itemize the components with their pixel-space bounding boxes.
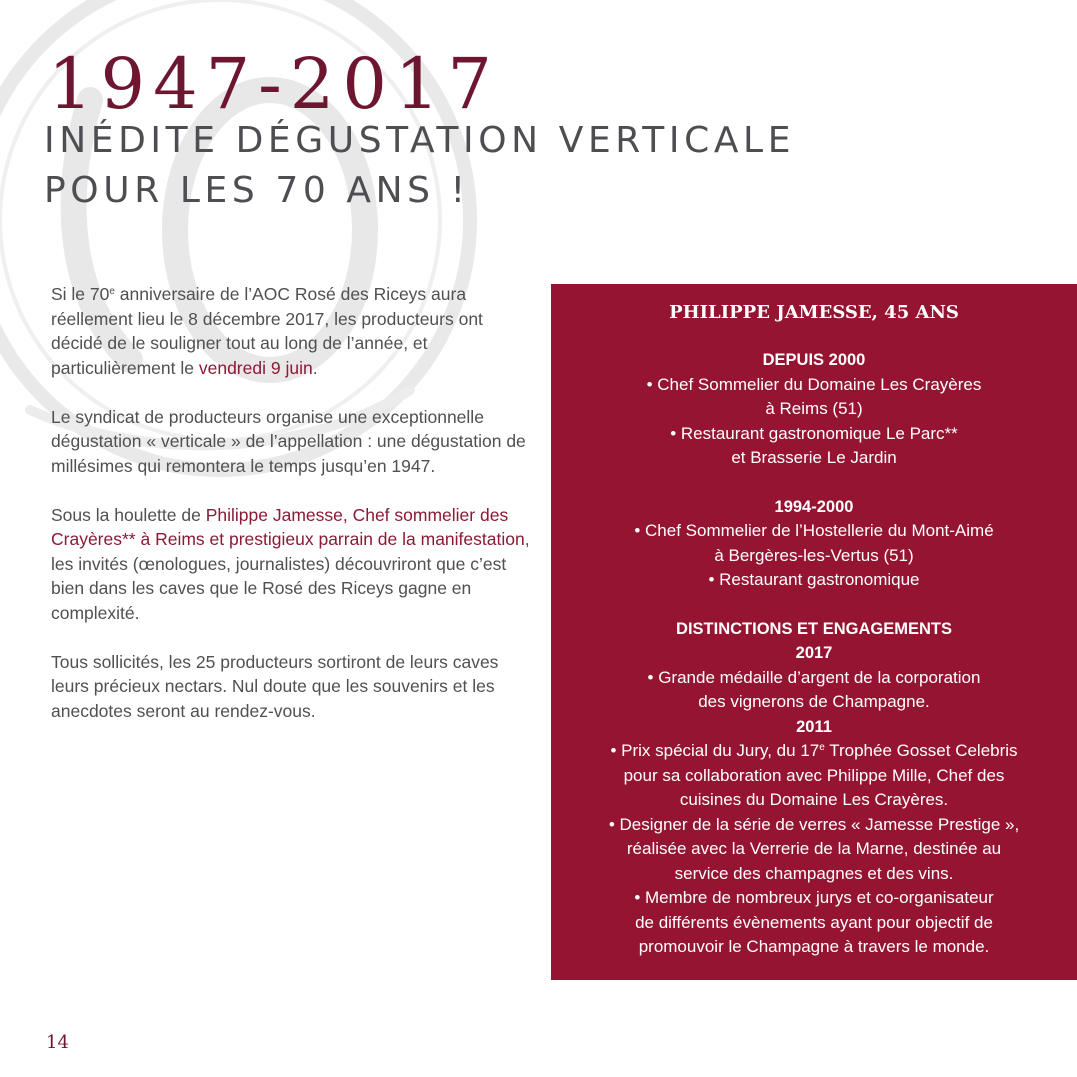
article-paragraph-1 bbox=[51, 282, 531, 380]
paragraph-text: Si le 70 bbox=[51, 284, 110, 304]
highlighted-date: vendredi 9 juin bbox=[198, 357, 313, 378]
article-paragraph-3 bbox=[51, 503, 531, 626]
bio-section-distinctions bbox=[551, 617, 1077, 960]
bio-line: service des champagnes et des vins. bbox=[674, 863, 954, 883]
bio-line: et Brasserie Le Jardin bbox=[731, 448, 897, 467]
bio-line: des vignerons de Champagne. bbox=[698, 692, 930, 711]
highlighted-sponsor: Philippe Jamesse, Chef sommelier des Crayères** à Reims et prestigieux parrain de la manifestation bbox=[51, 504, 525, 549]
biography-box bbox=[551, 284, 1077, 980]
subtitle-line-1: INÉDITE DÉGUSTATION VERTICALE bbox=[44, 120, 796, 161]
bio-line: de différents évènements ayant pour objectif de bbox=[635, 912, 993, 932]
bio-year-2011: 2011 bbox=[796, 717, 832, 736]
article-body bbox=[51, 282, 531, 748]
subtitle-line-2: POUR LES 70 ANS ! bbox=[44, 170, 470, 211]
bio-line: cuisines du Domaine Les Crayères. bbox=[679, 790, 949, 809]
bio-line: réalisée avec la Verrerie de la Marne, destinée au bbox=[626, 839, 1002, 858]
bio-line: • Grande médaille d’argent de la corporation bbox=[647, 667, 981, 687]
bio-line: • Restaurant gastronomique Le Parc** bbox=[670, 423, 958, 443]
bio-heading: DEPUIS 2000 bbox=[762, 351, 866, 369]
bio-heading: 1994-2000 bbox=[774, 497, 854, 516]
paragraph-text: anniversaire de l’AOC Rosé des Riceys aura réellement lieu le 8 décembre 2017, les producteurs ont décidé de le souligner tout au long de l’année, et particulièrement le bbox=[51, 284, 483, 378]
page-number: 14 bbox=[46, 1032, 69, 1053]
bio-line: • Chef Sommelier de l’Hostellerie du Mont-Aimé bbox=[634, 521, 994, 540]
page-title: 1947-2017 bbox=[48, 43, 500, 125]
bio-text: • Prix spécial du Jury, du 17 bbox=[610, 741, 820, 760]
article-paragraph-2: Le syndicat de producteurs organise une exceptionnelle dégustation « verticale » de l’appellation : une dégustation de millésimes qui remontera le temps jusqu’en 1947. bbox=[51, 406, 526, 476]
bio-line: à Bergères-les-Vertus (51) bbox=[714, 545, 914, 565]
page-subtitle bbox=[44, 116, 795, 216]
paragraph-text: . bbox=[312, 357, 318, 378]
article-paragraph-4: Tous sollicités, les 25 producteurs sortiront de leurs caves leurs précieux nectars. Nul doute que les souvenirs et les anecdotes seront au rendez-vous. bbox=[51, 651, 499, 721]
bio-name: PHILIPPE JAMESSE, 45 ANS bbox=[669, 302, 959, 323]
bio-heading: DISTINCTIONS ET ENGAGEMENTS bbox=[676, 619, 952, 638]
bio-line: • Restaurant gastronomique bbox=[708, 570, 920, 589]
superscript: e bbox=[819, 742, 825, 753]
paragraph-text: , les invités (œnologues, journalistes) découvriront que c’est bien dans les caves que le Rosé des Riceys gagne en complexité. bbox=[51, 529, 530, 623]
bio-year-2017: 2017 bbox=[795, 644, 833, 662]
paragraph-text: Sous la houlette de bbox=[51, 504, 206, 525]
bio-line: à Reims (51) bbox=[765, 399, 863, 418]
bio-section-1994-2000 bbox=[551, 495, 1077, 593]
bio-section-since-2000 bbox=[551, 348, 1077, 471]
bio-line: promouvoir le Champagne à travers le monde. bbox=[638, 937, 990, 956]
bio-line: pour sa collaboration avec Philippe Mille, Chef des bbox=[623, 765, 1005, 785]
bio-text: Trophée Gosset Celebris bbox=[824, 741, 1018, 760]
bio-line: • Chef Sommelier du Domaine Les Crayères bbox=[646, 374, 982, 394]
bio-line: • Designer de la série de verres « Jamesse Prestige », bbox=[608, 814, 1020, 834]
superscript: e bbox=[109, 286, 115, 297]
bio-line: • Membre de nombreux jurys et co-organisateur bbox=[634, 888, 994, 907]
bio-line bbox=[551, 739, 1077, 764]
